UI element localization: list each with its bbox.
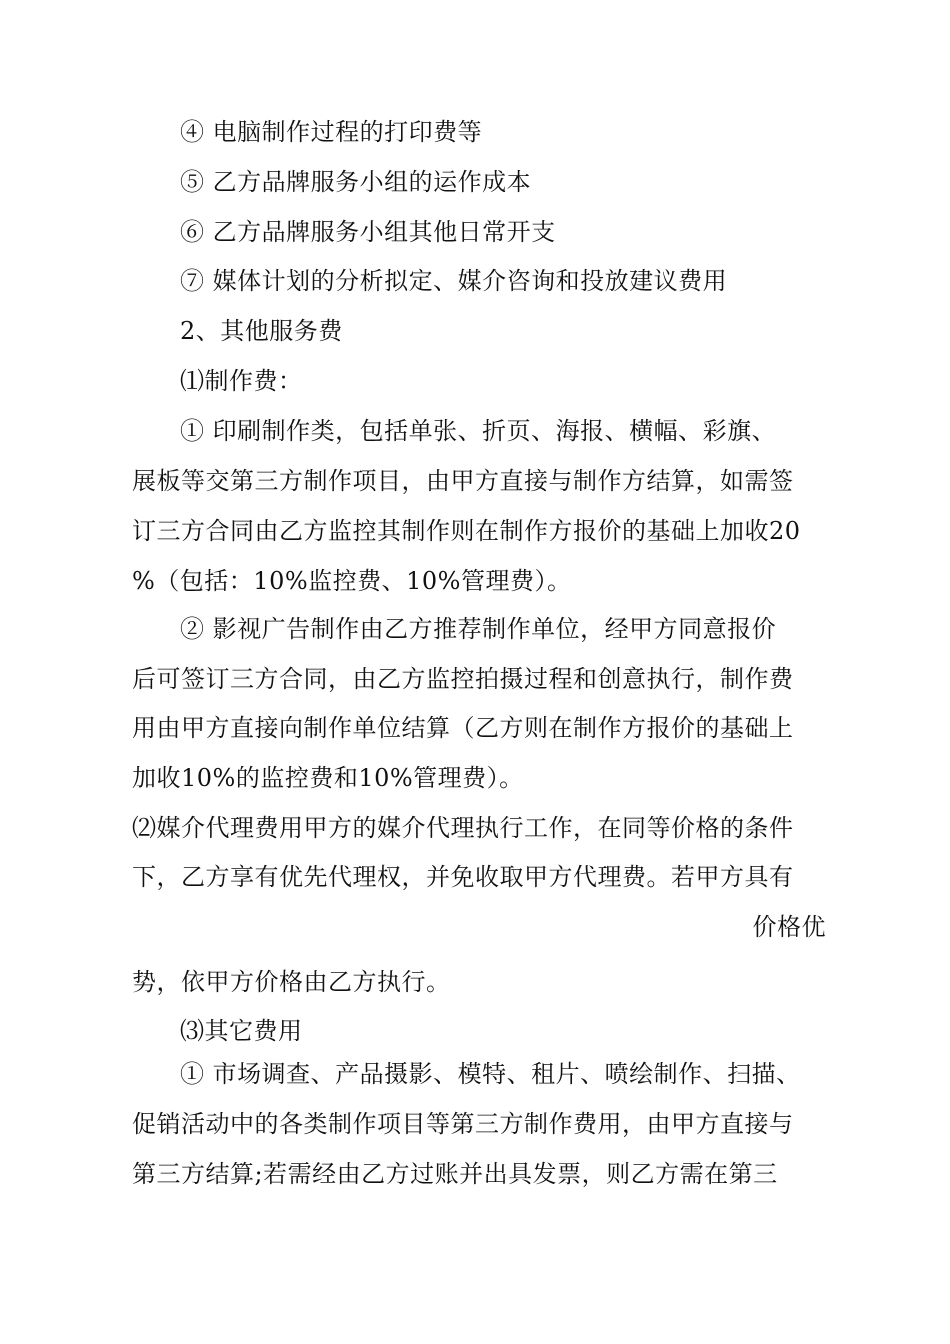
paragraph-media-agency-line-2: 下，乙方享有优先代理权，并免收取甲方代理费。若甲方具有 [132, 863, 794, 891]
list-item-team-daily-expenses: ⑥ 乙方品牌服务小组其他日常开支 [180, 218, 556, 246]
paragraph-media-agency-line-4: 势，依甲方价格由乙方执行。 [132, 968, 451, 996]
paragraph-print-production-line-1: ① 印刷制作类，包括单张、折页、海报、横幅、彩旗、 [180, 417, 777, 445]
subsection-heading-production-fee: ⑴制作费： [180, 367, 303, 395]
paragraph-other-costs-line-1: ① 市场调查、产品摄影、模特、租片、喷绘制作、扫描、 [180, 1060, 801, 1088]
list-item-team-operating-cost: ⑤ 乙方品牌服务小组的运作成本 [180, 168, 532, 196]
paragraph-other-costs-line-3: 第三方结算;若需经由乙方过账并出具发票，则乙方需在第三 [132, 1160, 778, 1188]
paragraph-video-ad-line-4: 加收10%的监控费和10%管理费）。 [132, 764, 524, 792]
list-item-media-plan-fee: ⑦ 媒体计划的分析拟定、媒介咨询和投放建议费用 [180, 267, 728, 295]
subsection-heading-other-costs: ⑶其它费用 [180, 1017, 303, 1045]
paragraph-media-agency-line-3: 价格优 [752, 913, 826, 941]
paragraph-media-agency-line-1: ⑵媒介代理费用甲方的媒介代理执行工作，在同等价格的条件 [132, 814, 794, 842]
paragraph-print-production-line-3: 订三方合同由乙方监控其制作则在制作方报价的基础上加收20 [132, 517, 801, 545]
paragraph-video-ad-line-2: 后可签订三方合同，由乙方监控拍摄过程和创意执行，制作费 [132, 665, 794, 693]
paragraph-video-ad-line-1: ② 影视广告制作由乙方推荐制作单位，经甲方同意报价 [180, 615, 777, 643]
paragraph-print-production-line-4: %（包括：10%监控费、10%管理费）。 [132, 567, 572, 595]
paragraph-print-production-line-2: 展板等交第三方制作项目，由甲方直接与制作方结算，如需签 [132, 467, 794, 495]
list-item-print-fee: ④ 电脑制作过程的打印费等 [180, 118, 483, 146]
paragraph-other-costs-line-2: 促销活动中的各类制作项目等第三方制作费用，由甲方直接与 [132, 1110, 794, 1138]
section-heading-other-service-fees: 2、其他服务费 [180, 317, 343, 345]
paragraph-video-ad-line-3: 用由甲方直接向制作单位结算（乙方则在制作方报价的基础上 [132, 714, 794, 742]
